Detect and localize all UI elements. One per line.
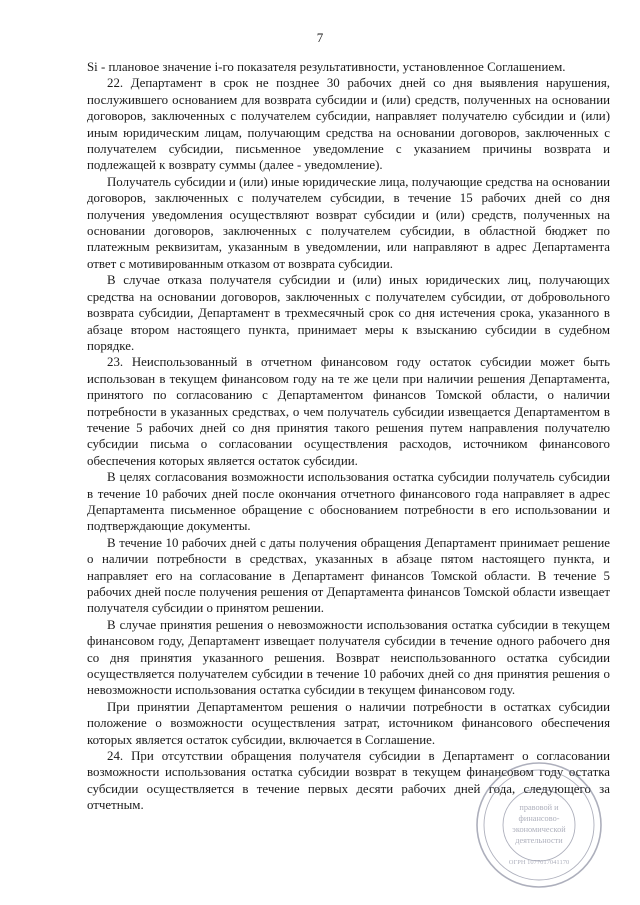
paragraph-24: 24. При отсутствии обращения получателя субсидии в Департамент о согласовании возможности использования остатка субсидии возврат в текущем финансовом году остатка субсидии осуществляется в течение первых десяти рабочих дней года, следующего за отчетным. <box>87 749 610 813</box>
official-stamp <box>474 760 604 890</box>
stamp-line-3: экономической <box>512 825 566 834</box>
paragraph-22: 22. Департамент в срок не позднее 30 рабочих дней со дня выявления нарушения, послужившего основанием для возврата субсидии и (или) средств, полученных на основании договоров, заключенных с получателем субсидии, направляет получателю субсидии и (или) иным юридическим лицам, получающим средства на основании договоров, заключенных с получателем субсидии, письменное уведомление с указанием причины возврата и подлежащей к возврату суммы (далее - уведомление). <box>87 76 610 173</box>
stamp-ogrn: ОГРН 1077017041170 <box>508 859 570 866</box>
document-body <box>87 59 610 814</box>
paragraph-22-refusal: В случае отказа получателя субсидии и (или) иных юридических лиц, получающих средства на основании договоров, заключенных с получателем субсидии, от добровольного возврата субсидии, Департамент в трехмесячный срок со дня истечения срока, указанного в абзаце втором настоящего пункта, принимает меры к взысканию субсидии в судебном порядке. <box>87 273 610 353</box>
paragraph-23-impossibility: В случае принятия решения о невозможности использования остатка субсидии в текущем финансовом году, Департамент извещает получателя субсидии в течение одного рабочего дня со дня принятия указанного решения. Возврат неиспользованного остатка субсидии осуществляется получателем субсидии в течение 10 рабочих дней со дня принятия решения о невозможности использования остатка субсидии в текущем финансовом году. <box>87 617 610 698</box>
stamp-line-2: финансово- <box>518 814 560 823</box>
paragraph-23: 23. Неиспользованный в отчетном финансовом году остаток субсидии может быть использован в текущем финансовом году на те же цели при наличии решения Департамента, принятого по согласованию с Департаментом финансов Томской области, о наличии потребности в указанных средствах, о чем получатель субсидии извещается Департаментом в течение 5 рабочих дней со дня принятия такого решения путем направления получателю субсидии письма о согласовании осуществления расходов, источником финансового обеспечения которых является остаток субсидии. <box>87 355 610 468</box>
stamp-line-1: правовой и <box>519 803 559 812</box>
paragraph-22-refund: Получатель субсидии и (или) иные юридические лица, получающие средства на основании договоров, заключенных с получателем субсидии, в течение 15 рабочих дней со дня получения уведомления осуществляют возврат субсидии и (или) средств, полученных на основании договоров, заключенных с получателем субсидии, в областной бюджет по платежным реквизитам, указанным в уведомлении, или направляют в адрес Департамента ответ с мотивированным отказом от возврата субсидии. <box>87 174 610 271</box>
paragraph-23-agreement: При принятии Департаментом решения о наличии потребности в остатках субсидии положение о возможности осуществления затрат, источником финансового обеспечения которых является остаток субсидии, включается в Соглашение. <box>87 699 610 747</box>
paragraph-23-decision: В течение 10 рабочих дней с даты получения обращения Департамент принимает решение о наличии потребности в средствах, указанных в абзаце пятом настоящего пункта, и направляет его на согласование в Департамент финансов Томской области. В течение 5 рабочих дней после получения решения от Департамента финансов Томской области извещает получателя субсидии о принятом решении. <box>87 535 610 616</box>
paragraph-23-request: В целях согласования возможности использования остатка субсидии получатель субсидии в течение 10 рабочих дней после окончания отчетного финансового года направляет в адрес Департамента письменное обращение с обоснованием потребности в его использовании и подтверждающие документы. <box>87 470 610 534</box>
page-number: 7 <box>316 30 324 45</box>
stamp-line-4: деятельности <box>515 836 563 845</box>
paragraph-si-definition: Si - плановое значение i-го показателя результативности, установленное Соглашением. <box>87 60 566 74</box>
